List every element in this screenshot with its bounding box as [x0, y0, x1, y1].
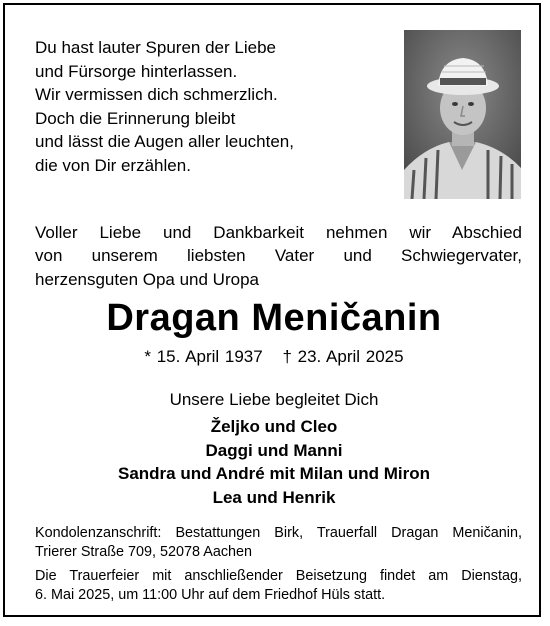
- birth-date: * 15. April 1937: [144, 347, 263, 366]
- obituary-frame: [3, 3, 541, 617]
- family-line: Daggi und Manni: [205, 440, 343, 460]
- intro-line: von unserem liebsten Vater und Schwiegervater,: [35, 246, 522, 266]
- deceased-name: Dragan Meničanin: [106, 297, 442, 339]
- poem: [35, 36, 375, 178]
- intro-line: Voller Liebe und Dankbarkeit nehmen wir Abschied: [35, 223, 522, 242]
- poem-line: und Fürsorge hinterlassen.: [35, 61, 238, 81]
- funeral-notice: [35, 567, 522, 606]
- portrait-image: [404, 30, 521, 199]
- poem-line: Wir vermissen dich schmerzlich.: [35, 85, 278, 105]
- family-line: Sandra und André mit Milan und Miron: [118, 464, 430, 483]
- poem-line: Du hast lauter Spuren der Liebe: [35, 38, 276, 57]
- funeral-line: Die Trauerfeier mit anschließender Beisetzung findet am Dienstag,: [35, 568, 522, 584]
- family-line: Željko und Cleo: [210, 417, 338, 436]
- poem-line: und lässt die Augen aller leuchten,: [35, 132, 294, 152]
- portrait-photo: [404, 30, 521, 199]
- intro-line: herzensguten Opa und Uropa: [35, 269, 259, 289]
- life-dates: [5, 345, 543, 369]
- poem-line: die von Dir erzählen.: [35, 155, 191, 175]
- funeral-line: 6. Mai 2025, um 11:00 Uhr auf dem Friedhof Hüls statt.: [35, 587, 386, 604]
- accompany-text: Unsere Liebe begleitet Dich: [169, 390, 379, 409]
- poem-line: Doch die Erinnerung bleibt: [35, 108, 236, 128]
- condolence-line: Trierer Straße 709, 52078 Aachen: [35, 544, 253, 561]
- condolence-line: Kondolenzanschrift: Bestattungen Birk, Trauerfall Dragan Meničanin,: [35, 525, 522, 541]
- farewell-intro: [35, 221, 522, 291]
- family-list: [5, 415, 543, 509]
- condolence-address: [35, 524, 522, 563]
- death-date: † 23. April 2025: [282, 347, 404, 366]
- family-line: Lea und Henrik: [212, 487, 336, 507]
